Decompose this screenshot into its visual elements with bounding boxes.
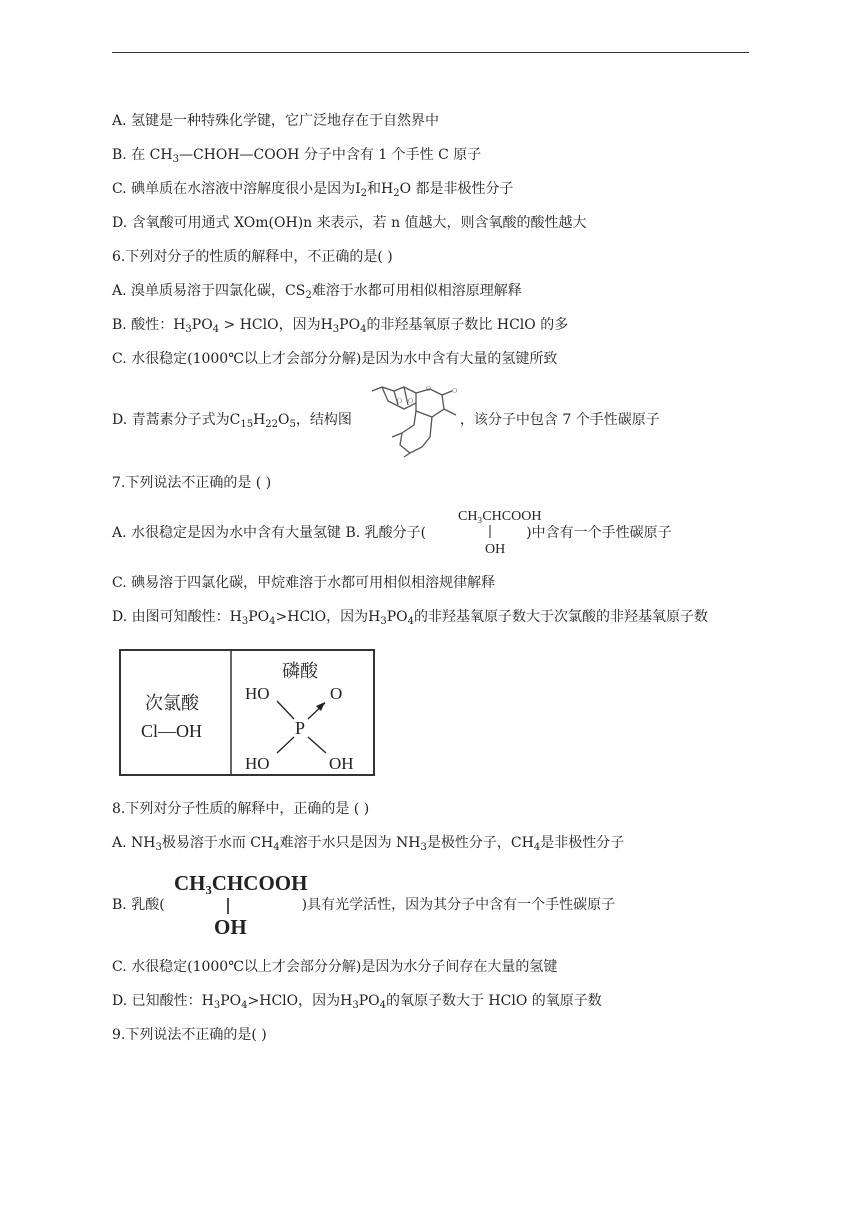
q7-option-a: A. 水很稳定是因为水中含有大量氢键 B. 乳酸分子( )中含有一个手性碳原子 <box>112 525 672 541</box>
q7-option-d: D. 由图可知酸性：$H_3PO_4>HClO$，因为$H_3PO_4$的非羟基氧原子数大于次氯酸的非羟基氧原子数 <box>112 609 708 627</box>
q6-stem: 6.下列对分子的性质的解释中，不正确的是( ) <box>112 249 393 265</box>
q5-option-c: C. 碘单质在水溶液中溶解度很小是因为$I_2$和$H_2O$ 都是非极性分子 <box>112 181 514 199</box>
lactic-formula-small: CH₃CHCOOH <box>458 509 542 524</box>
q8-option-b: B. 乳酸( )具有光学活性，因为其分子中含有一个手性碳原子 <box>112 897 616 913</box>
lactic-formula-large: CH₃CHCOOH <box>174 871 308 895</box>
acid-structure-table <box>119 649 377 778</box>
q8-option-d: D. 已知酸性：$H_3PO_4>HClO$，因为$H_3PO_4$的氧原子数大于 HClO 的氧原子数 <box>112 993 602 1011</box>
phosphoric-acid-title: 磷酸 <box>282 661 318 681</box>
q6-option-d: D. 青蒿素分子式为$C_{15}H_{22}O_5$，结构图 ，该分子中包含 7 个手性碳原子 <box>112 412 660 430</box>
phos-o: O <box>330 684 343 703</box>
q5-option-d: D. 含氧酸可用通式 XOm(OH)n 来表示，若 n 值越大，则含氧酸的酸性越大 <box>112 215 587 231</box>
q8-option-a: A. $NH_3$极易溶于水而 $CH_4$难溶于水只是因为 $NH_3$是极性分子，$CH_4$是非极性分子 <box>112 835 625 853</box>
q7-option-c: C. 碘易溶于四氯化碳，甲烷难溶于水都可用相似相溶规律解释 <box>112 575 496 591</box>
phos-p: P <box>295 718 306 738</box>
lactic-oh-small: OH <box>485 542 506 557</box>
q7-stem: 7.下列说法不正确的是 ( ) <box>112 475 272 491</box>
lactic-acid-structure-small <box>454 506 558 558</box>
svg-text:O: O <box>397 397 403 405</box>
svg-text:O: O <box>408 397 414 405</box>
svg-text:O: O <box>426 385 432 393</box>
q8-stem: 8.下列对分子性质的解释中，正确的是 ( ) <box>112 801 370 817</box>
q5-option-a: A. 氢键是一种特殊化学键，它广泛地存在于自然界中 <box>112 113 440 129</box>
hypochlorous-acid-formula: Cl—OH <box>141 721 203 741</box>
phos-oh: OH <box>329 754 354 773</box>
q5-option-b: B. 在 $CH_3—CHOH—COOH$ 分子中含有 1 个手性 C 原子 <box>112 147 482 165</box>
q6-option-b: B. 酸性：$H_3PO_4$ > HClO，因为$H_3PO_4$的非羟基氧原子数比 HClO 的多 <box>112 317 569 335</box>
lactic-oh-large: OH <box>214 915 247 938</box>
header-rule <box>112 52 749 53</box>
q9-stem: 9.下列说法不正确的是( ) <box>112 1027 267 1043</box>
artemisinin-structure-image <box>364 381 474 459</box>
phos-ho-top: HO <box>245 684 270 703</box>
lactic-acid-structure-large <box>172 868 322 938</box>
q8-option-c: C. 水很稳定(1000℃以上才会部分分解)是因为水分子间存在大量的氢键 <box>112 959 558 975</box>
svg-text:O: O <box>452 387 458 395</box>
phos-ho-bottom: HO <box>245 754 270 773</box>
q6-option-a: A. 溴单质易溶于四氯化碳，$CS_2$难溶于水都可用相似相溶原理解释 <box>112 283 522 301</box>
q6-option-c: C. 水很稳定(1000℃以上才会部分分解)是因为水中含有大量的氢键所致 <box>112 351 558 367</box>
hypochlorous-acid-title: 次氯酸 <box>145 693 199 713</box>
